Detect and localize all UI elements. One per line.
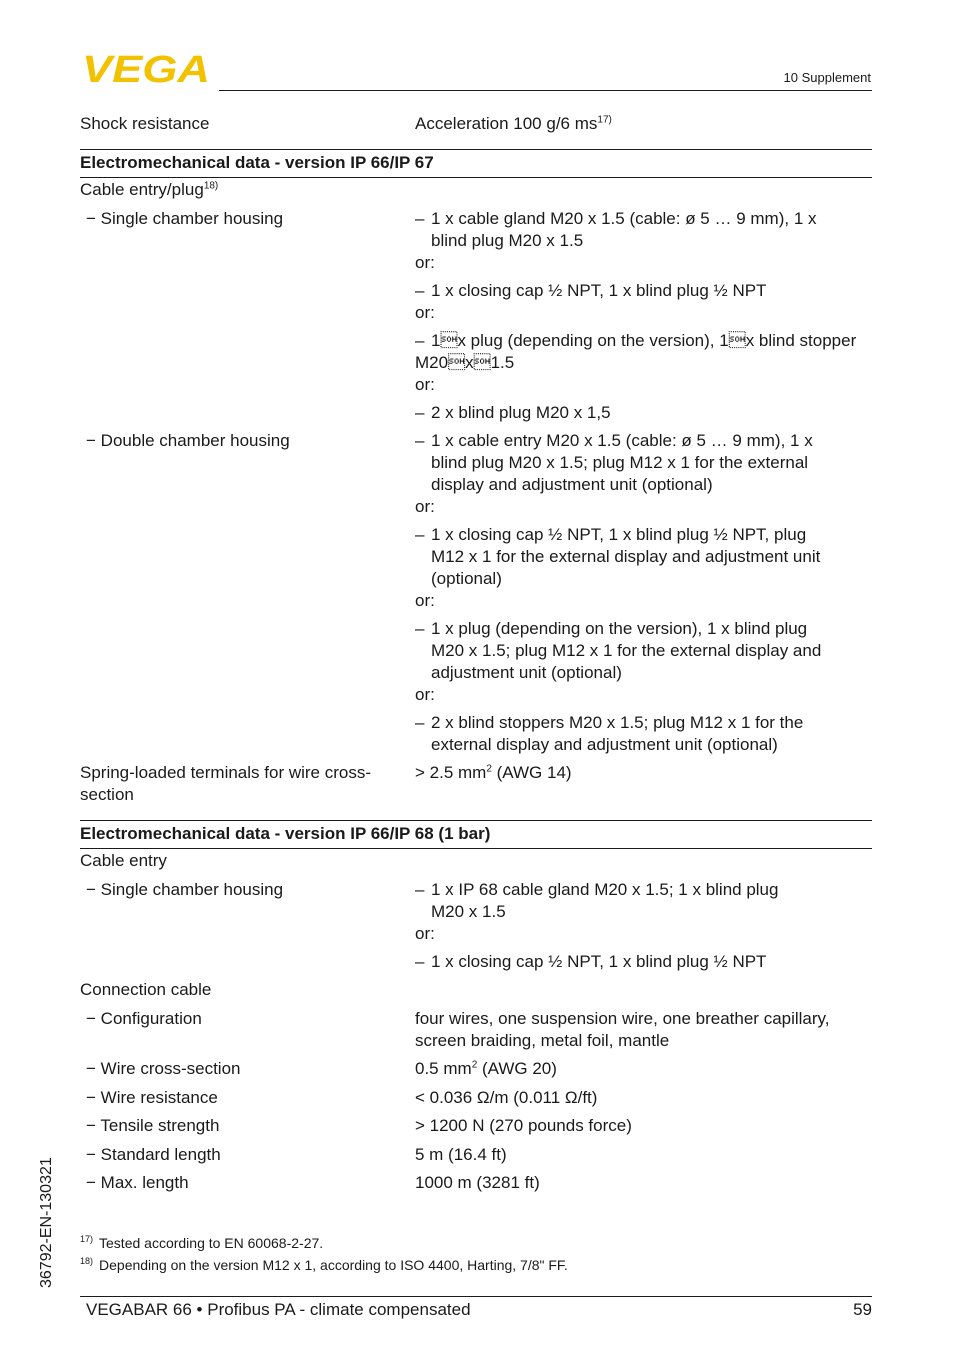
option-line: 1x plug (depending on the version), 1x blind stopper [431, 331, 857, 350]
footnote-18: $^{18)}$ Depending on the version M12 x 1, according to ISO 4400, Harting, 7/8" FF. [80, 1256, 568, 1273]
document-code: 36792-EN-130321 [38, 1157, 55, 1288]
terminals-label: Spring-loaded terminals for wire cross- [80, 763, 371, 782]
tensile-strength-label: − Tensile strength [86, 1116, 220, 1135]
option-line: 1 x cable gland M20 x 1.5 (cable: ø 5 … 9 mm), 1 x [431, 209, 817, 228]
max-length-value: 1000 m (3281 ft) [415, 1173, 540, 1192]
configuration-value: screen braiding, metal foil, mantle [415, 1031, 670, 1050]
dash: – [415, 952, 425, 971]
section-rule [80, 177, 872, 178]
option-line: M12 x 1 for the external display and adjustment unit [431, 547, 821, 566]
configuration-value: four wires, one suspension wire, one breather capillary, [415, 1009, 830, 1028]
wire-resistance-label: − Wire resistance [86, 1088, 218, 1107]
shock-value: Acceleration 100 g/6 $ms^{17)}$ [415, 114, 612, 133]
footer-rule [80, 1296, 872, 1297]
cable-entry-label: Cable entry/plug$^{18)}$ [80, 180, 219, 199]
dash: – [415, 403, 425, 422]
footer-title: VEGABAR 66 • Profibus PA - climate compensated [86, 1300, 471, 1319]
vega-logo [82, 52, 212, 84]
dash: – [415, 431, 425, 450]
option-line: 1 x closing cap ½ NPT, 1 x blind plug ½ NPT, plug [431, 525, 807, 544]
dash: – [415, 281, 425, 300]
dash: – [415, 209, 425, 228]
or-label: or: [415, 497, 435, 516]
option-line: 1 x cable entry M20 x 1.5 (cable: ø 5 … 9 mm), 1 x [431, 431, 813, 450]
option-line: 1 x closing cap ½ NPT, 1 x blind plug ½ NPT [431, 952, 767, 971]
dash: – [415, 713, 425, 732]
option-line: 1 x IP 68 cable gland M20 x 1.5; 1 x blind plug [431, 880, 779, 899]
section-title: Electromechanical data - version IP 66/IP 68 (1 bar) [80, 824, 491, 843]
option-line: blind plug M20 x 1.5; plug M12 x 1 for the external [431, 453, 809, 472]
tensile-strength-value: > 1200 N (270 pounds force) [415, 1116, 632, 1135]
option-line: 1 x closing cap ½ NPT, 1 x blind plug ½ NPT [431, 281, 767, 300]
standard-length-label: − Standard length [86, 1145, 221, 1164]
option-line: M20 x 1.5; plug M12 x 1 for the external display and [431, 641, 822, 660]
section-rule [80, 820, 872, 821]
option-line: (optional) [431, 569, 502, 588]
or-label: or: [415, 375, 435, 394]
terminals-value: > 2.5 $mm^2$ (AWG 14) [415, 763, 572, 782]
shock-label: Shock resistance [80, 114, 210, 133]
option-line: external display and adjustment unit (optional) [431, 735, 778, 754]
dash: – [415, 880, 425, 899]
double-chamber-label: − Double chamber housing [86, 431, 290, 450]
option-line: adjustment unit (optional) [431, 663, 622, 682]
or-label: or: [415, 924, 435, 943]
dash: – [415, 619, 425, 638]
max-length-label: − Max. length [86, 1173, 189, 1192]
terminals-label: section [80, 785, 134, 804]
single-chamber-label: − Single chamber housing [86, 209, 284, 228]
option-line: display and adjustment unit (optional) [431, 475, 713, 494]
svg-text:VEGA: VEGA [82, 52, 210, 84]
option-line: M20 x 1.5 [431, 902, 506, 921]
wire-cross-section-label: − Wire cross-section [86, 1059, 241, 1078]
cable-entry-label: Cable entry [80, 851, 167, 870]
or-label: or: [415, 303, 435, 322]
option-line: 1 x plug (depending on the version), 1 x blind plug [431, 619, 808, 638]
wire-resistance-value: < 0.036 Ω/m (0.011 Ω/ft) [415, 1088, 598, 1107]
or-label: or: [415, 591, 435, 610]
configuration-label: − Configuration [86, 1009, 202, 1028]
page-number: 59 [853, 1300, 872, 1319]
section-title: Electromechanical data - version IP 66/IP 67 [80, 153, 434, 172]
option-line: 2 x blind stoppers M20 x 1.5; plug M12 x 1 for the [431, 713, 804, 732]
footnote-17: $^{17)}$ Tested according to EN 60068-2-27. [80, 1234, 324, 1251]
or-label: or: [415, 685, 435, 704]
option-line: M20x1.5 [415, 353, 515, 372]
single-chamber-label: − Single chamber housing [86, 880, 284, 899]
dash: – [415, 525, 425, 544]
header-rule [219, 90, 872, 91]
header-section: 10 Supplement [783, 70, 871, 85]
option-line: blind plug M20 x 1.5 [431, 231, 584, 250]
wire-cross-section-value: 0.5 $mm^2$ (AWG 20) [415, 1059, 557, 1078]
section-rule [80, 848, 872, 849]
option-line: 2 x blind plug M20 x 1,5 [431, 403, 611, 422]
or-label: or: [415, 253, 435, 272]
section-rule [80, 149, 872, 150]
standard-length-value: 5 m (16.4 ft) [415, 1145, 507, 1164]
connection-cable-label: Connection cable [80, 980, 212, 999]
dash: – [415, 331, 425, 350]
